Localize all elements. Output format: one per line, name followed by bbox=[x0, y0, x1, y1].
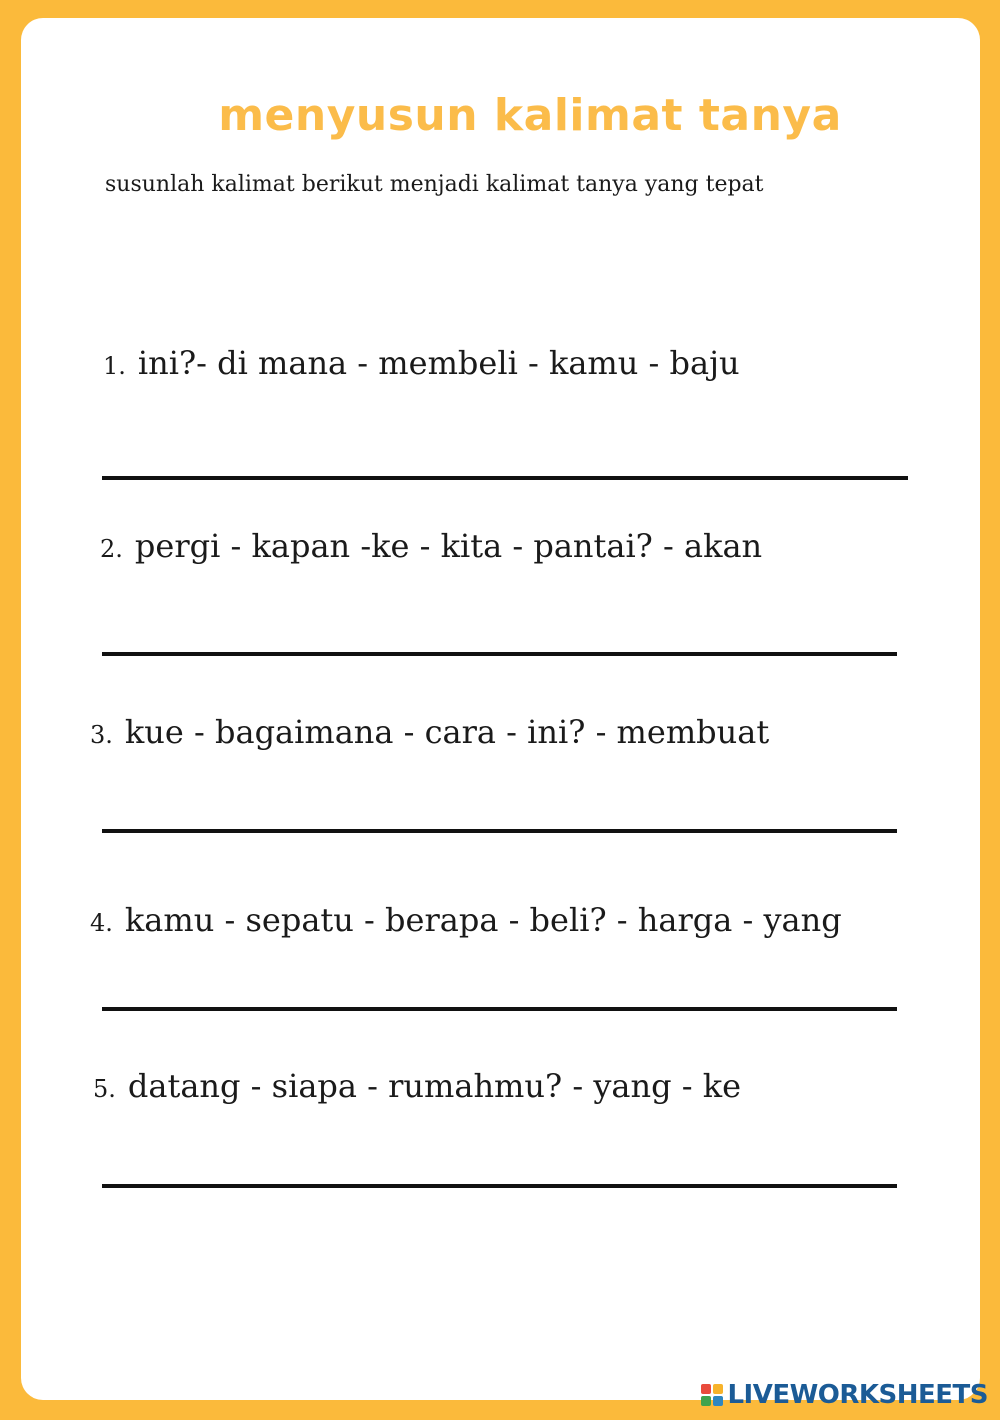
worksheet-title: menyusun kalimat tanya bbox=[218, 90, 842, 141]
answer-line-5[interactable] bbox=[102, 1184, 897, 1188]
question-text: kue - bagaimana - cara - ini? - membuat bbox=[124, 713, 770, 751]
question-text: pergi - kapan -ke - kita - pantai? - akan bbox=[134, 527, 763, 565]
question-number: 2. bbox=[100, 535, 123, 563]
question-number: 4. bbox=[90, 909, 113, 937]
question-2 bbox=[100, 527, 763, 565]
question-text: kamu - sepatu - berapa - beli? - harga - yang bbox=[124, 901, 842, 939]
question-number: 3. bbox=[90, 721, 113, 749]
liveworksheets-logo-icon bbox=[701, 1384, 723, 1406]
question-4 bbox=[90, 901, 842, 939]
question-number: 5. bbox=[93, 1075, 116, 1103]
question-5 bbox=[93, 1067, 742, 1105]
question-1 bbox=[103, 344, 740, 382]
worksheet-page bbox=[21, 18, 980, 1400]
liveworksheets-logo[interactable] bbox=[701, 1380, 988, 1410]
worksheet-instruction: susunlah kalimat berikut menjadi kalimat tanya yang tepat bbox=[105, 172, 764, 197]
answer-line-4[interactable] bbox=[102, 1007, 897, 1011]
question-text: datang - siapa - rumahmu? - yang - ke bbox=[127, 1067, 742, 1105]
logo-text: LIVEWORKSHEETS bbox=[727, 1380, 988, 1410]
answer-line-1[interactable] bbox=[102, 476, 908, 480]
question-3 bbox=[90, 713, 770, 751]
question-text: ini?- di mana - membeli - kamu - baju bbox=[137, 344, 740, 382]
question-number: 1. bbox=[103, 352, 126, 380]
answer-line-3[interactable] bbox=[102, 829, 897, 833]
answer-line-2[interactable] bbox=[102, 652, 897, 656]
